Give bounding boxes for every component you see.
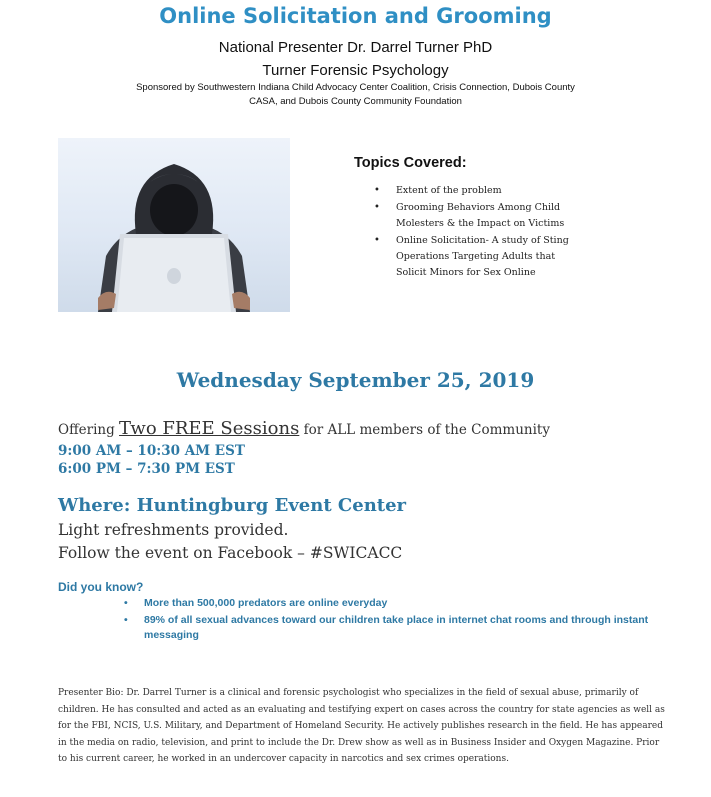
list-item: • More than 500,000 predators are online everyday [124, 596, 684, 611]
organization-name: Turner Forensic Psychology [262, 62, 449, 79]
facts-list [124, 596, 684, 645]
list-item: • Online Solicitation- A study of Sting Operations Targeting Adults that Solicit Minors for Sex Online [374, 233, 574, 281]
event-date: Wednesday September 25, 2019 [176, 368, 535, 392]
presenter-bio: Presenter Bio: Dr. Darrel Turner is a clinical and forensic psychologist who specializes in the field of sexual abuse, primarily of children. He has consulted and acted as an evaluating and testifying expert on cases across the country for state agencies as well as for the FBI, NCIS, U.S. Military, and Department of Homeland Security. He actively publishes research in the field. He has appeared in the media on radio, television, and print to include the Dr. Drew show as well as in Business Insider and Oxygen Magazine. Prior to his current career, he worked in an undercover capacity in narcotics and sex crimes operations. [58, 688, 665, 765]
offer-prefix: Offering [58, 422, 120, 438]
hooded-figure-laptop-icon [58, 138, 290, 312]
list-item: • Extent of the problem [374, 183, 574, 199]
presenter-name: National Presenter Dr. Darrel Turner PhD [218, 39, 493, 56]
page-title: Online Solicitation and Grooming [159, 4, 552, 28]
topics-list [374, 183, 574, 282]
hooded-figure-laptop-image [58, 138, 290, 312]
offer-line [58, 418, 550, 439]
facebook-follow-note: Follow the event on Facebook – #SWICACC [58, 544, 403, 562]
offer-highlight: Two FREE Sessions [119, 418, 300, 439]
list-item: • 89% of all sexual advances toward our children take place in internet chat rooms and through instant messaging [124, 613, 684, 643]
offer-suffix: for ALL members of the Community [299, 422, 550, 438]
sponsors-text: Sponsored by Southwestern Indiana Child Advocacy Center Coalition, Crisis Connection, Dubois County CASA, and Dubois County Community Foundation [136, 82, 575, 107]
list-item: • Grooming Behaviors Among Child Molesters & the Impact on Victims [374, 200, 574, 232]
event-location: Where: Huntingburg Event Center [58, 495, 407, 516]
session-time-evening: 6:00 PM – 7:30 PM EST [58, 461, 235, 477]
did-you-know-heading: Did you know? [58, 580, 144, 594]
topics-heading: Topics Covered: [354, 155, 467, 171]
refreshments-note: Light refreshments provided. [58, 521, 289, 539]
session-time-morning: 9:00 AM – 10:30 AM EST [58, 443, 245, 459]
